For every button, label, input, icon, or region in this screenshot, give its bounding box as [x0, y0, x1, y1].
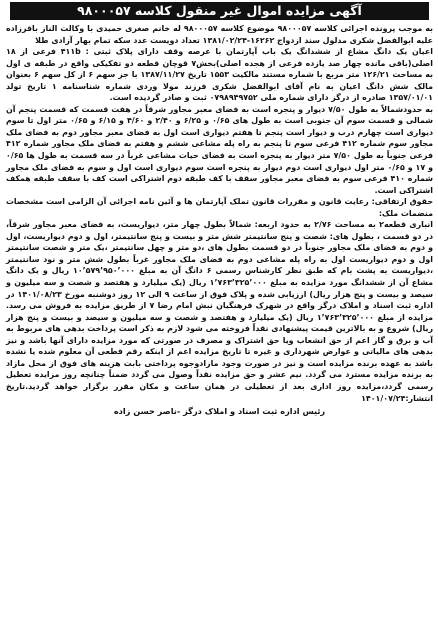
- signature-line: رئیس اداره ثبت اسناد و املاک درگز -ناصر حسن زاده: [113, 406, 326, 417]
- notice-title: آگهی مزایده اموال غیر منقول کلاسه ۹۸۰۰۰۵۷: [10, 2, 429, 20]
- notice-body: [6, 23, 433, 404]
- auction-terms-paragraph: انباری قطعه۲ به مساحت ۲/۷۶ به حدود اربعه: شمالاً بطول چهار متر، دیواریست، به فضای معبر مجاور شرقاً، در دو قسمت ، بطول های: شصت و پنج سانتیمتر شش متر و بیست و پنج سانتیمتر، اول و دوم دیواریست، اول و دوم به فضای ملک مجاور جنوباً در دو قسمت بطول های ،دو متر و چهل سانتیمتر ،یک متر و شصت سانتیمتر اول و دوم دیواریست اول به راه پله مشاعی دوم به فضای ملک مجاور غرباً بطول شش متر و نود سانتیمتر ،دیواریست به پشت بام که طبق نظر کارشناس رسمی ۶ دانگ آن به مبلغ ۱۰٬۵۷۹٬۹۵۰٬۰۰۰ ریال و یک دانگ مشاع آن از ششدانگ مورد مزایده به مبلغ ۱٬۷۶۳٬۳۲۵٬۰۰۰ ریال (یک میلیارد و هفتصد و شصت و سه میلیون و سیصد و بیست و پنج هزار ریال) ارزیابی شده و پلاک فوق از ساعت ۹ الی ۱۲ روز دوشنبه مورخ ۱۴۰۱/۰۸/۲۳ در اداره ثبت اسناد و املاک درگز واقع در شهرک فرهنگیان نبش امام رضا ۷ از طریق مزایده به فروش می رسد. مزایده از مبلغ ۱٬۷۶۳٬۳۲۵٬۰۰۰ ریال (یک میلیارد و هفتصد و شصت و سه میلیون و سیصد و بیست و پنج هزار ریال) شروع و به بالاترین قیمت پیشنهادی نقداً فروخته می شود لازم به ذکر است پرداخت بدهی های مربوط به آب و برق و گاز اعم از حق انشعاب ویا حق اشتراک و مصرف در صورتی که مورد مزایده دارای آنها باشد و نیز بدهی های مالیاتی و عوارض شهرداری و غیره تا تاریخ مزایده اعم از اینکه رقم قطعی آن معلوم شده یا نشده باشد به عهده برنده مزایده است و نیز در صورت وجود مازادوجوه پرداختی بابت هزینه های فوق از محل مازاد به برنده مزایده مسترد می گردد. نیم عشر و حق مزایده نقداً وصول می گردد ضمناً چنانچه روز مزایده تعطیل رسمی گردد،مزایده روز اداری بعد از تعطیلی در همان ساعت و مکان مقرر برگزار خواهد گردید.تاریخ انتشار:۱۴۰۱/۰۷/۲۴: [6, 220, 434, 403]
- case-intro-paragraph: به موجب پرونده اجرائی کلاسه ۹۸۰۰۰۵۷ موضوع کلاسه ۹۸۰۰۰۵۷ له خانم صغری حمیدی با وکالت الناز باقرزاده علیه ابوالفضل شکری مدلول سند ازدواج ۱۶۲۶۲-۱۳۸۱/۰۲/۲۴ تعداد دویست عدد سکه تمام بهار آزادی طلا: [6, 24, 433, 45]
- boundaries-paragraph: به حدودشمالاً به طول ۷/۵۰ دیوار و پنجره است به فضای معبر مجاور شرقاً در هفت قسمت که قسمت پنجم آن شمالی و قسمت سوم آن جنوبی است به طول های ۰/۶۵ و ۶/۲۵ و ۲/۴۰ و ۴/۶۰ و ۶/۱۵ و ۰/۶۵ متر اول تا سوم دیواری است چهارم درب و دیوار است پنجم تا هفتم دیواری است اول به فضای معبر مجاور دوم به فضای ملک مجاور سوم شماره ۴۱۲ فرعی سوم تا پنجم به راه پله مشاعی ششم و هفتم به فضای ملک مجاور شماره ۴۱۲ فرعی جنوباً به طول ۷/۵۰ متر دیوار به پنجره است به فضای حیات مشاعی غرباً در سه قسمت به طول ها ۰/۶۵ و ۱۷ و ۰/۶۵ متر اول دیواری است دوم دیوار به پنجره است سوم دیواری است اول و سوم به فضای ملک مجاور شماره ۴۱۰ فرعی سوم به فضای معبر مجاور سقف با کف طبقه دوم اشتراکی است کف با سقف طبقه همکف اشتراکی است.: [6, 104, 434, 195]
- property-description-paragraph: اعیان یک دانگ مشاع از ششدانگ یک باب آپارتمان با عرصه وقف دارای پلاک ثبتی : ۴۱۱b فرعی از ۱۸ اصلی(باقی مانده چهار صد یازده فرعی از هجده اصلی)بخش۷ قوچان قطعه دو تفکیکی واقع در طبقه ی اول به مساحت ۱۲۶/۲۱ متر مربع با شماره مستند مالکیت ۱۵۵۳ تاریخ ۱۳۸۷/۱۱/۲۷ با جز سهم ۶ از کل سهم ۶ بعنوان مالک شش دانگ اعیان به نام آقای ابوالفضل شکری فرزند مولا وردی شماره شناسنامه ۱ تاریخ تولد ۱۳۵۷/۰۱/۰۱ صادره از درگز دارای شماره ملی ۰۷۹۸۹۴۹۷۵۲ ثبت و صادر گردیده است.: [6, 47, 434, 103]
- easement-rights-paragraph: حقوق ارتفاقی: رعایت قانون و مقررات قانون تملک آپارتمان ها و آئین نامه اجرائی آن الزامی است مشخصات منضمات ملک:: [6, 197, 433, 218]
